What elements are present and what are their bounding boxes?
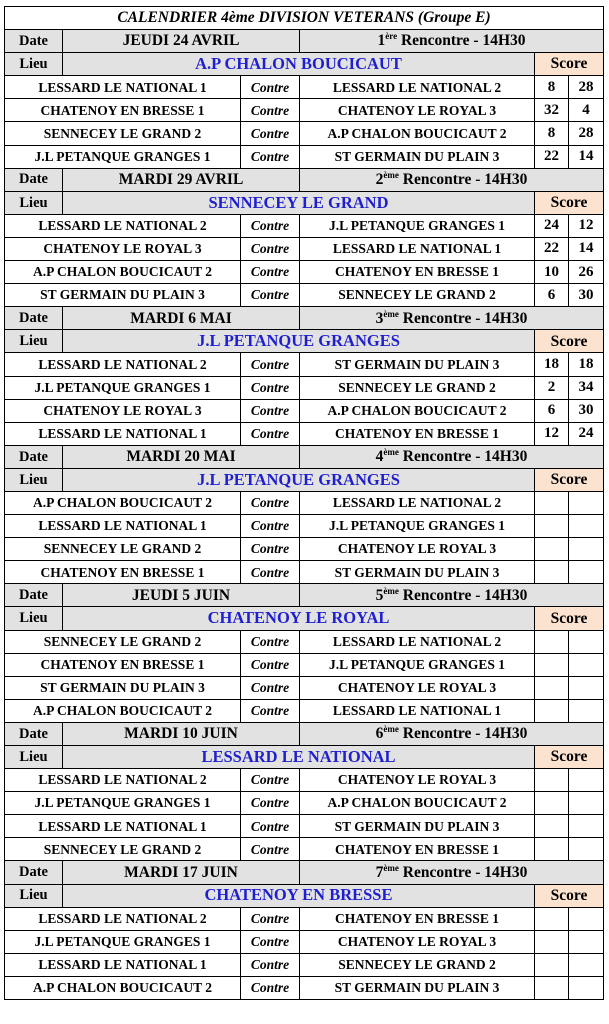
home-score: 12 [535,422,569,445]
away-score: 34 [569,376,604,399]
match-row [5,653,604,676]
away-team: ST GERMAIN DU PLAIN 3 [300,561,535,584]
contre-label: Contre [241,676,300,699]
round-rencontre-text: Rencontre - 14H30 [397,32,526,50]
home-score: 18 [535,353,569,376]
contre-label: Contre [241,815,300,838]
date-row [5,861,604,884]
contre-label: Contre [241,630,300,653]
match-row [5,261,604,284]
date-row [5,722,604,745]
score-header: Score [535,884,604,907]
match-row [5,515,604,538]
contre-label: Contre [241,792,300,815]
date-label: Date [5,168,63,191]
match-row [5,792,604,815]
away-score: 30 [569,399,604,422]
home-score: 22 [535,237,569,260]
home-team: CHATENOY EN BRESSE 1 [5,99,241,122]
match-row [5,99,604,122]
match-row [5,953,604,976]
away-score: 12 [569,214,604,237]
contre-label: Contre [241,538,300,561]
home-team: A.P CHALON BOUCICAUT 2 [5,261,241,284]
away-team: A.P CHALON BOUCICAUT 2 [300,399,535,422]
home-score: 10 [535,261,569,284]
round-rencontre [300,584,604,607]
contre-label: Contre [241,284,300,307]
round-rencontre-text: Rencontre - 14H30 [398,170,528,188]
round-venue: CHATENOY LE ROYAL [63,607,535,630]
round-rencontre [300,445,604,468]
away-team: J.L PETANQUE GRANGES 1 [300,653,535,676]
match-row [5,699,604,722]
contre-label: Contre [241,99,300,122]
away-team: CHATENOY LE ROYAL 3 [300,769,535,792]
match-row [5,907,604,930]
away-team: J.L PETANQUE GRANGES 1 [300,214,535,237]
contre-label: Contre [241,699,300,722]
home-team: SENNECEY LE GRAND 2 [5,122,241,145]
round-date: MARDI 6 MAI [63,307,300,330]
away-score: 28 [569,122,604,145]
round-rencontre-text: Rencontre - 14H30 [398,309,528,327]
home-team: LESSARD LE NATIONAL 2 [5,907,241,930]
round-venue: SENNECEY LE GRAND [63,191,535,214]
match-row [5,145,604,168]
match-row [5,422,604,445]
match-row [5,976,604,999]
home-team: LESSARD LE NATIONAL 2 [5,769,241,792]
away-score [569,653,604,676]
calendar-table [4,6,604,1000]
round-rencontre [300,307,604,330]
away-score: 14 [569,145,604,168]
round-rencontre-text: Rencontre - 14H30 [398,725,528,743]
match-row [5,284,604,307]
contre-label: Contre [241,653,300,676]
contre-label: Contre [241,515,300,538]
away-team: SENNECEY LE GRAND 2 [300,953,535,976]
score-header: Score [535,191,604,214]
home-score: 8 [535,76,569,99]
home-score [535,515,569,538]
contre-label: Contre [241,261,300,284]
round-rencontre-text: Rencontre - 14H30 [398,863,528,881]
match-row [5,930,604,953]
page-title: CALENDRIER 4ème DIVISION VETERANS (Groupe E) [5,7,604,30]
away-team: ST GERMAIN DU PLAIN 3 [300,976,535,999]
score-header: Score [535,330,604,353]
home-team: J.L PETANQUE GRANGES 1 [5,792,241,815]
home-score [535,953,569,976]
home-score: 22 [535,145,569,168]
home-team: CHATENOY EN BRESSE 1 [5,561,241,584]
home-team: CHATENOY EN BRESSE 1 [5,653,241,676]
score-header: Score [535,53,604,76]
lieu-label: Lieu [5,607,63,630]
contre-label: Contre [241,214,300,237]
away-score [569,792,604,815]
home-team: LESSARD LE NATIONAL 1 [5,76,241,99]
away-team: ST GERMAIN DU PLAIN 3 [300,145,535,168]
round-number: 6 [375,725,384,743]
home-team: LESSARD LE NATIONAL 2 [5,353,241,376]
home-team: LESSARD LE NATIONAL 1 [5,953,241,976]
contre-label: Contre [241,930,300,953]
date-row [5,584,604,607]
away-score: 30 [569,284,604,307]
round-venue: A.P CHALON BOUCICAUT [63,53,535,76]
away-score [569,907,604,930]
contre-label: Contre [241,769,300,792]
title-row [5,7,604,30]
home-team: LESSARD LE NATIONAL 1 [5,815,241,838]
score-header: Score [535,746,604,769]
home-score [535,653,569,676]
away-score: 26 [569,261,604,284]
home-score [535,792,569,815]
date-label: Date [5,861,63,884]
away-team: ST GERMAIN DU PLAIN 3 [300,815,535,838]
home-team: J.L PETANQUE GRANGES 1 [5,376,241,399]
lieu-row [5,468,604,491]
home-score [535,976,569,999]
away-score [569,630,604,653]
round-number: 5 [375,586,384,604]
home-team: ST GERMAIN DU PLAIN 3 [5,676,241,699]
away-score [569,838,604,861]
contre-label: Contre [241,838,300,861]
contre-label: Contre [241,76,300,99]
home-team: A.P CHALON BOUCICAUT 2 [5,699,241,722]
lieu-label: Lieu [5,746,63,769]
round-rencontre [300,861,604,884]
away-team: A.P CHALON BOUCICAUT 2 [300,792,535,815]
lieu-label: Lieu [5,53,63,76]
match-row [5,538,604,561]
round-rencontre [300,30,604,53]
home-score: 32 [535,99,569,122]
contre-label: Contre [241,907,300,930]
round-date: JEUDI 24 AVRIL [63,30,300,53]
round-number-suffix: ème [383,585,399,596]
away-team: LESSARD LE NATIONAL 1 [300,237,535,260]
round-number: 3 [375,309,384,327]
away-team: J.L PETANQUE GRANGES 1 [300,515,535,538]
home-score: 6 [535,399,569,422]
round-number: 4 [375,448,384,466]
contre-label: Contre [241,953,300,976]
contre-label: Contre [241,976,300,999]
round-venue: J.L PETANQUE GRANGES [63,330,535,353]
away-team: CHATENOY EN BRESSE 1 [300,838,535,861]
date-label: Date [5,30,63,53]
home-score [535,676,569,699]
away-score: 14 [569,237,604,260]
away-team: CHATENOY LE ROYAL 3 [300,930,535,953]
away-team: SENNECEY LE GRAND 2 [300,376,535,399]
away-team: SENNECEY LE GRAND 2 [300,284,535,307]
round-number: 1 [377,32,386,50]
away-team: LESSARD LE NATIONAL 2 [300,76,535,99]
home-team: SENNECEY LE GRAND 2 [5,538,241,561]
lieu-row [5,191,604,214]
away-team: CHATENOY EN BRESSE 1 [300,261,535,284]
round-venue: LESSARD LE NATIONAL [63,746,535,769]
match-row [5,214,604,237]
home-team: LESSARD LE NATIONAL 1 [5,515,241,538]
lieu-row [5,884,604,907]
match-row [5,630,604,653]
contre-label: Contre [241,561,300,584]
away-team: CHATENOY LE ROYAL 3 [300,99,535,122]
away-score [569,976,604,999]
calendar-sheet [4,6,603,1000]
home-team: CHATENOY LE ROYAL 3 [5,399,241,422]
lieu-row [5,746,604,769]
match-row [5,561,604,584]
round-date: JEUDI 5 JUIN [63,584,300,607]
date-label: Date [5,307,63,330]
contre-label: Contre [241,122,300,145]
away-score [569,538,604,561]
away-score: 28 [569,76,604,99]
contre-label: Contre [241,353,300,376]
round-number-suffix: ème [383,308,399,319]
home-score [535,815,569,838]
score-header: Score [535,468,604,491]
home-score [535,838,569,861]
lieu-label: Lieu [5,330,63,353]
round-number-suffix: ème [383,724,399,735]
away-team: LESSARD LE NATIONAL 2 [300,491,535,514]
away-score: 4 [569,99,604,122]
away-score [569,699,604,722]
date-row [5,307,604,330]
lieu-row [5,53,604,76]
away-team: LESSARD LE NATIONAL 2 [300,630,535,653]
match-row [5,237,604,260]
match-row [5,353,604,376]
contre-label: Contre [241,376,300,399]
date-label: Date [5,584,63,607]
lieu-label: Lieu [5,191,63,214]
home-score: 6 [535,284,569,307]
away-team: A.P CHALON BOUCICAUT 2 [300,122,535,145]
round-date: MARDI 29 AVRIL [63,168,300,191]
date-row [5,30,604,53]
lieu-row [5,330,604,353]
home-team: CHATENOY LE ROYAL 3 [5,237,241,260]
away-team: CHATENOY LE ROYAL 3 [300,538,535,561]
home-score [535,699,569,722]
round-number: 2 [375,170,384,188]
round-number-suffix: ère [385,31,398,42]
match-row [5,122,604,145]
away-score [569,491,604,514]
round-date: MARDI 17 JUIN [63,861,300,884]
home-score [535,630,569,653]
round-venue: J.L PETANQUE GRANGES [63,468,535,491]
home-score [535,769,569,792]
away-score [569,676,604,699]
home-score [535,491,569,514]
home-score [535,930,569,953]
round-rencontre [300,722,604,745]
away-score [569,515,604,538]
match-row [5,815,604,838]
away-score [569,769,604,792]
away-score [569,561,604,584]
home-team: A.P CHALON BOUCICAUT 2 [5,976,241,999]
match-row [5,676,604,699]
home-team: LESSARD LE NATIONAL 2 [5,214,241,237]
away-team: LESSARD LE NATIONAL 1 [300,699,535,722]
home-score [535,907,569,930]
home-team: A.P CHALON BOUCICAUT 2 [5,491,241,514]
date-row [5,168,604,191]
away-team: CHATENOY LE ROYAL 3 [300,676,535,699]
home-score: 8 [535,122,569,145]
home-team: J.L PETANQUE GRANGES 1 [5,145,241,168]
contre-label: Contre [241,399,300,422]
round-number-suffix: ème [383,447,399,458]
lieu-label: Lieu [5,468,63,491]
date-row [5,445,604,468]
home-team: SENNECEY LE GRAND 2 [5,630,241,653]
lieu-label: Lieu [5,884,63,907]
date-label: Date [5,445,63,468]
date-label: Date [5,722,63,745]
away-score: 24 [569,422,604,445]
away-team: CHATENOY EN BRESSE 1 [300,422,535,445]
round-venue: CHATENOY EN BRESSE [63,884,535,907]
lieu-row [5,607,604,630]
contre-label: Contre [241,145,300,168]
away-score [569,815,604,838]
round-number: 7 [375,863,384,881]
home-team: J.L PETANQUE GRANGES 1 [5,930,241,953]
round-date: MARDI 20 MAI [63,445,300,468]
home-team: SENNECEY LE GRAND 2 [5,838,241,861]
away-score [569,930,604,953]
home-team: LESSARD LE NATIONAL 1 [5,422,241,445]
contre-label: Contre [241,237,300,260]
home-score [535,538,569,561]
match-row [5,769,604,792]
home-score: 2 [535,376,569,399]
round-rencontre-text: Rencontre - 14H30 [398,586,528,604]
contre-label: Contre [241,422,300,445]
round-rencontre-text: Rencontre - 14H30 [398,448,528,466]
home-score: 24 [535,214,569,237]
away-score [569,953,604,976]
round-number-suffix: ème [383,862,399,873]
contre-label: Contre [241,491,300,514]
round-number-suffix: ème [383,169,399,180]
home-score [535,561,569,584]
away-score: 18 [569,353,604,376]
round-rencontre [300,168,604,191]
score-header: Score [535,607,604,630]
home-team: ST GERMAIN DU PLAIN 3 [5,284,241,307]
away-team: ST GERMAIN DU PLAIN 3 [300,353,535,376]
match-row [5,76,604,99]
round-date: MARDI 10 JUIN [63,722,300,745]
match-row [5,838,604,861]
match-row [5,491,604,514]
match-row [5,399,604,422]
match-row [5,376,604,399]
away-team: CHATENOY EN BRESSE 1 [300,907,535,930]
